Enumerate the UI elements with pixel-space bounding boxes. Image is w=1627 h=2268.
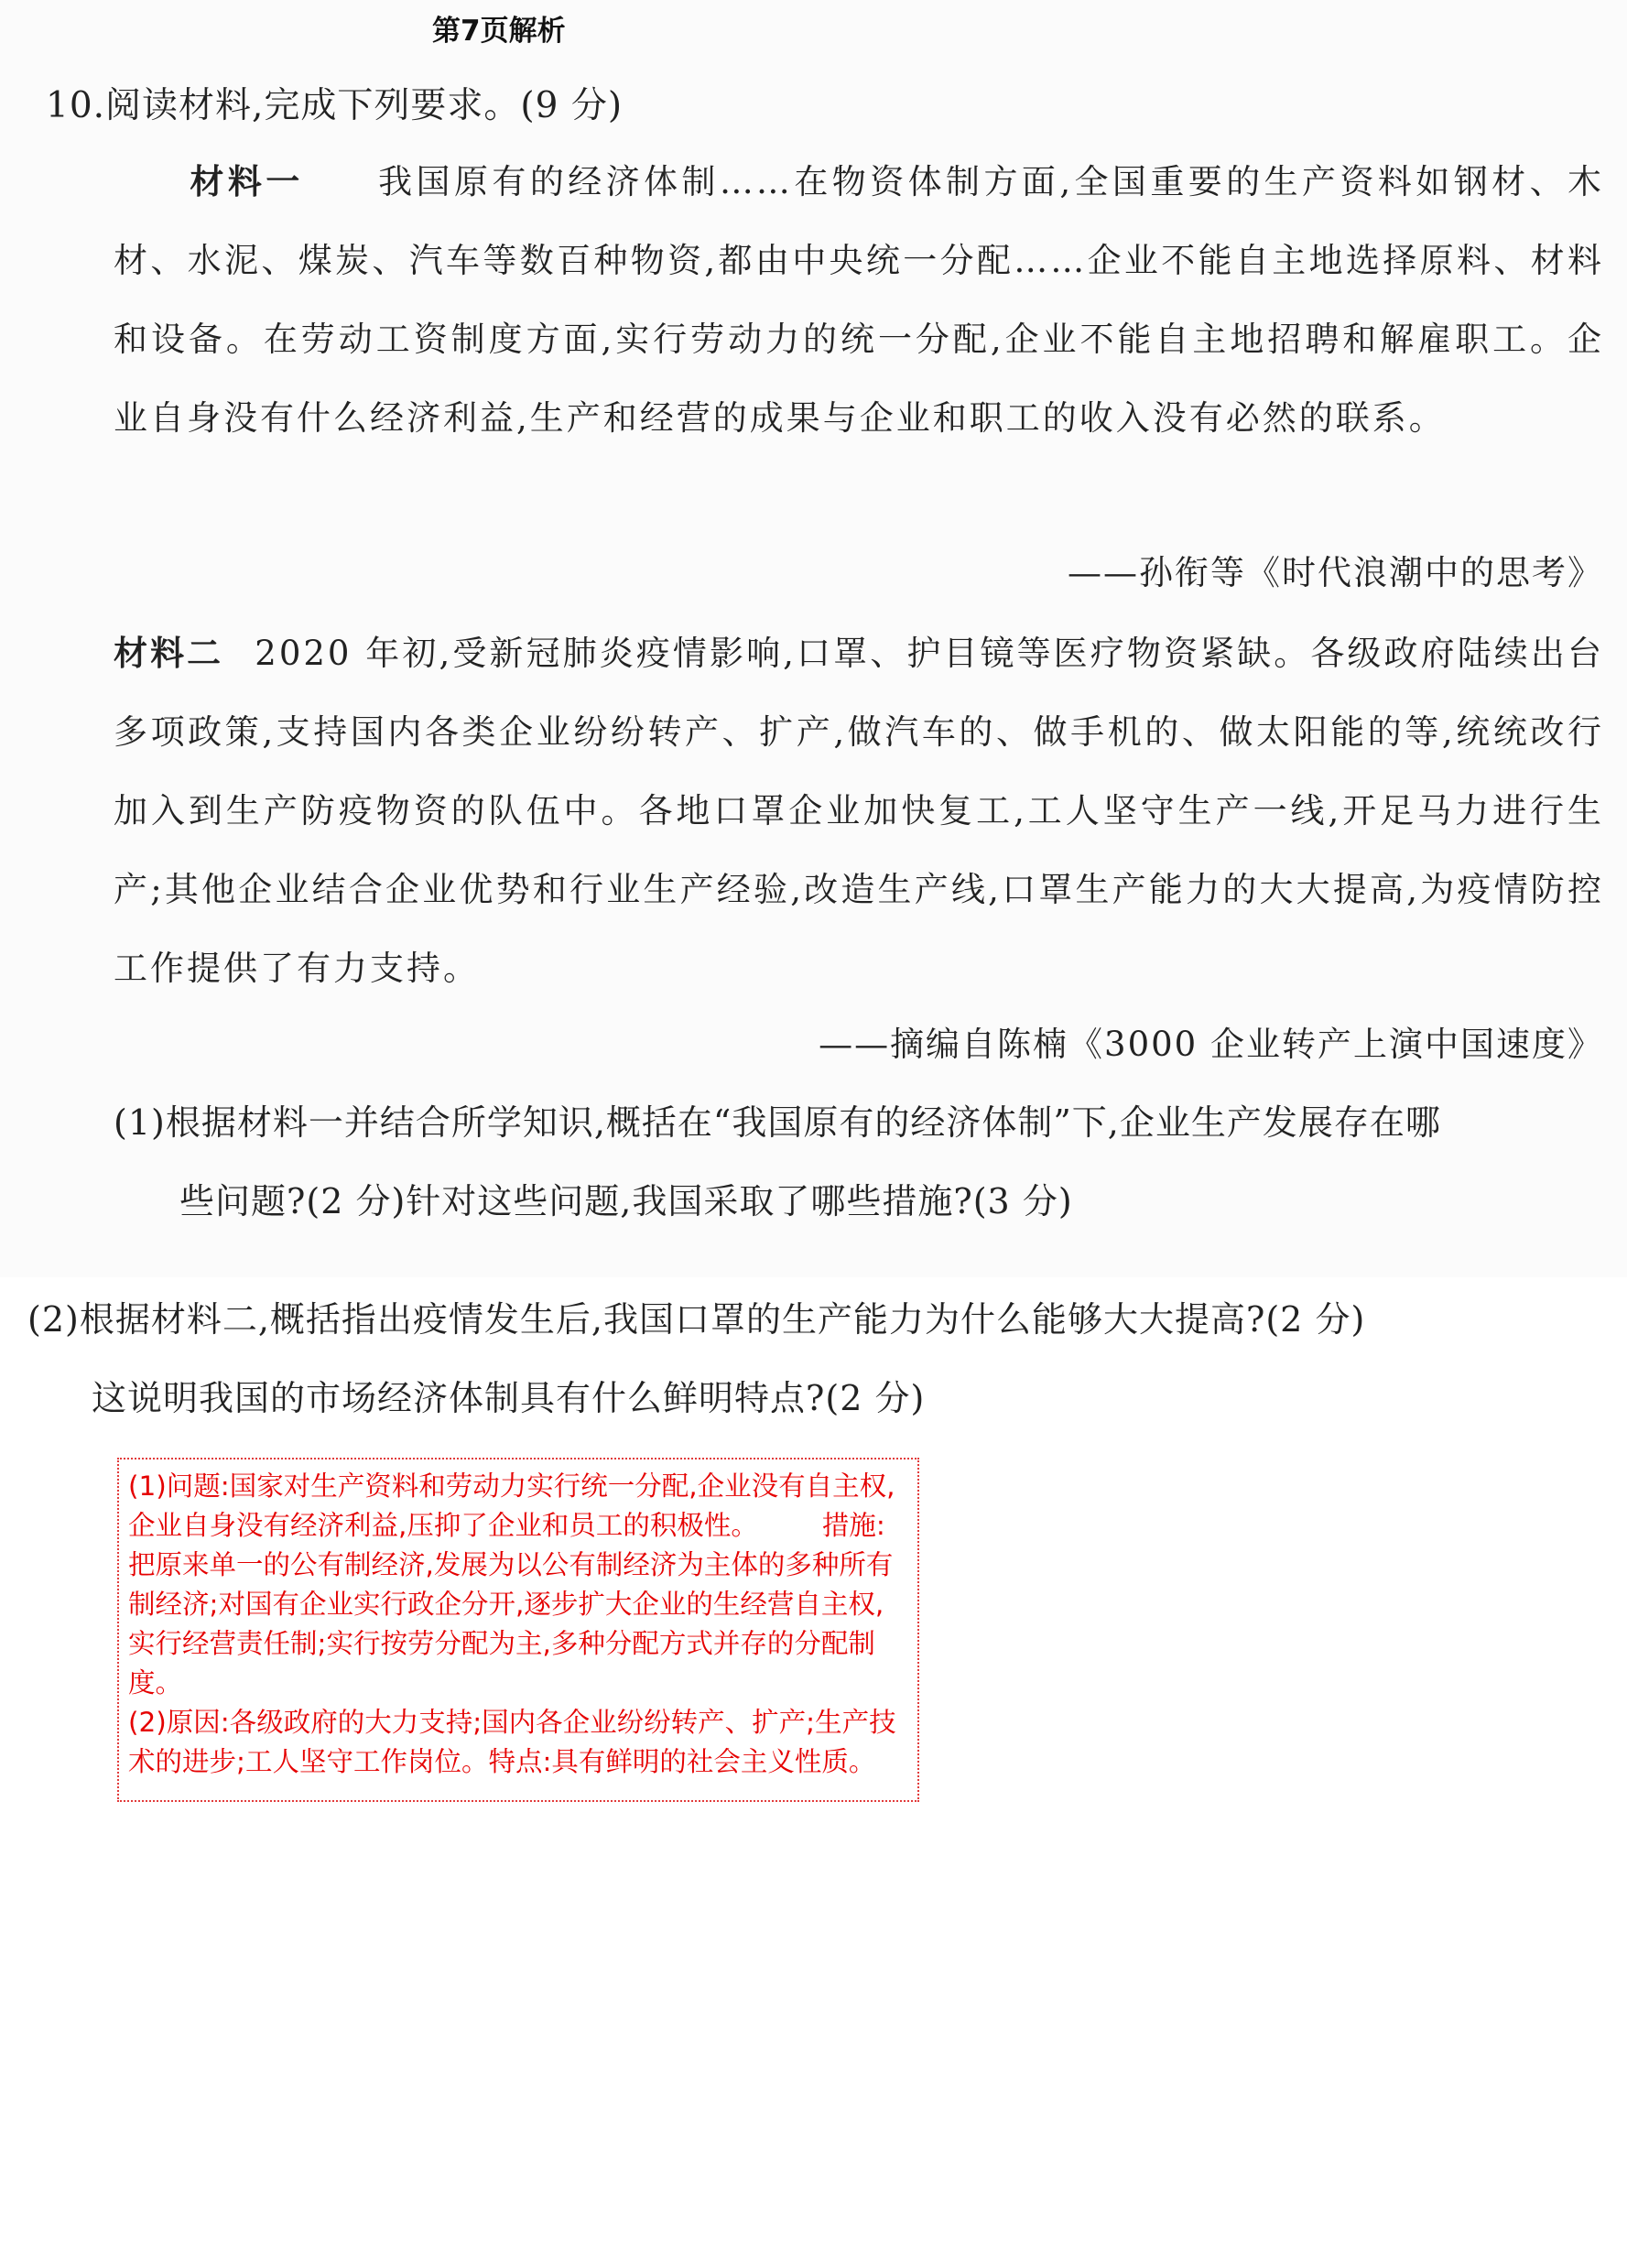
- sub-question-one: [114, 1083, 1604, 1241]
- material-one-text: 我国原有的经济体制……在物资体制方面,全国重要的生产资料如钢材、木材、水泥、煤炭、汽车等数百种物资,都由中央统一分配……企业不能自主地选择原料、材料和设备。在劳动工资制度方面,实行劳动力的统一分配,企业不能自主地招聘和解雇职工。企业自身没有什么经济利益,生产和经营的成果与企业和职工的收入没有必然的联系。: [114, 162, 1605, 438]
- question-heading: 10.阅读材料,完成下列要求。(9 分): [46, 85, 624, 126]
- sub-question-one-line2: 些问题?(2 分)针对这些问题,我国采取了哪些措施?(3 分): [179, 1181, 1073, 1221]
- answer-part-one: [128, 1467, 908, 1703]
- answer-box: [117, 1458, 919, 1802]
- material-two-label: 材料二: [114, 633, 224, 673]
- answer-part-two: (2)原因:各级政府的大力支持;国内各企业纷纷转产、扩产;生产技术的进步;工人坚守工作岗位。特点:具有鲜明的社会主义性质。: [128, 1707, 896, 1777]
- sub-question-two: [27, 1280, 1584, 1438]
- sub-question-two-line2: 这说明我国的市场经济体制具有什么鲜明特点?(2 分): [92, 1378, 926, 1418]
- answer-part-one-measures: 措施:把原来单一的公有制经济,发展为以公有制经济为主体的多种所有制经济;对国有企业实行政企分开,逐步扩大企业的生经营自主权,实行经营责任制;实行按劳分配为主,多种分配方式并存的分配制度。: [128, 1510, 894, 1698]
- material-one-label: 材料一: [189, 161, 304, 201]
- sub-question-two-line1: (2)根据材料二,概括指出疫情发生后,我国口罩的生产能力为什么能够大大提高?(2 分): [27, 1299, 1366, 1340]
- answer-part-one-problem: (1)问题:国家对生产资料和劳动力实行统一分配,企业没有自主权,企业自身没有经济利益,压抑了企业和员工的积极性。: [128, 1470, 895, 1541]
- material-two-text: 2020 年初,受新冠肺炎疫情影响,口罩、护目镜等医疗物资紧缺。各级政府陆续出台多项政策,支持国内各类企业纷纷转产、扩产,做汽车的、做手机的、做太阳能的等,统统改行加入到生产防疫物资的队伍中。各地口罩企业加快复工,工人坚守生产一线,开足马力进行生产;其他企业结合企业优势和行业生产经验,改造生产线,口罩生产能力的大大提高,为疫情防控工作提供了有力支持。: [114, 634, 1605, 988]
- material-one: [114, 142, 1604, 458]
- sub-question-one-line1: (1)根据材料一并结合所学知识,概括在“我国原有的经济体制”下,企业生产发展存在哪: [114, 1102, 1441, 1143]
- material-two-source: ——摘编自陈楠《3000 企业转产上演中国速度》: [819, 1025, 1603, 1064]
- material-two: [114, 613, 1604, 1008]
- page-title: 第7页解析: [432, 15, 566, 48]
- material-one-source: ——孙衔等《时代浪潮中的思考》: [1068, 553, 1603, 592]
